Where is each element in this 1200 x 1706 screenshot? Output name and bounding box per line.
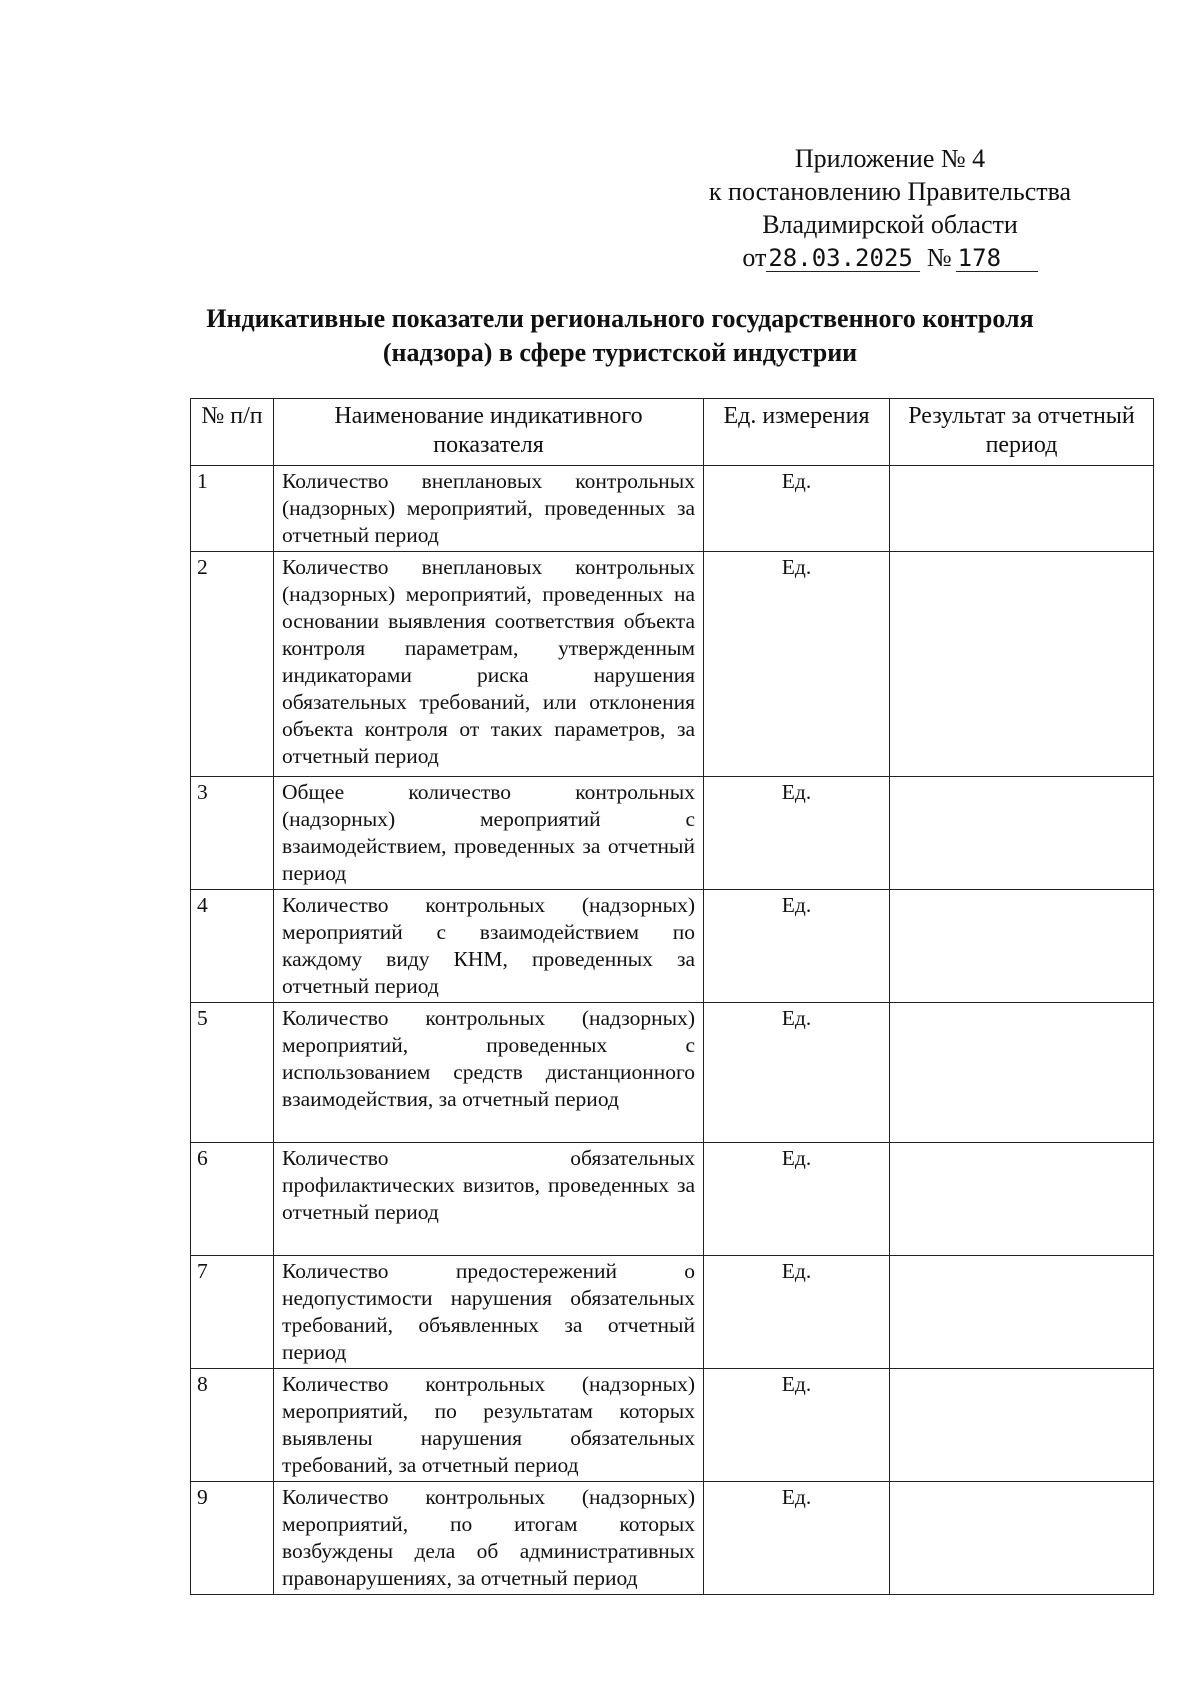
- title-line-1: Индикативные показатели регионального государственного контроля: [206, 304, 1034, 333]
- row-unit: Ед.: [704, 1143, 890, 1256]
- row-result: [890, 1482, 1154, 1595]
- row-unit: Ед.: [704, 890, 890, 1003]
- appendix-date-line: [660, 241, 1120, 274]
- row-unit: Ед.: [704, 552, 890, 777]
- row-num: 1: [191, 466, 274, 552]
- table-row: [191, 777, 1154, 890]
- resolution-date: 28.03.2025: [766, 245, 920, 272]
- row-indicator-name: Количество контрольных (надзорных) мероприятий, по результатам которых выявлены нарушения обязательных требований, за отчетный период: [274, 1369, 704, 1482]
- row-indicator-name: Количество внеплановых контрольных (надзорных) мероприятий, проведенных за отчетный период: [274, 466, 704, 552]
- row-result: [890, 552, 1154, 777]
- row-num: 7: [191, 1256, 274, 1369]
- row-indicator-name: Количество контрольных (надзорных) мероприятий, по итогам которых возбуждены дела об административных правонарушениях, за отчетный период: [274, 1482, 704, 1595]
- row-num: 3: [191, 777, 274, 890]
- row-num: 5: [191, 1003, 274, 1143]
- table-row: [191, 1003, 1154, 1143]
- row-result: [890, 1369, 1154, 1482]
- row-indicator-name: Количество контрольных (надзорных) мероприятий, проведенных с использованием средств дистанционного взаимодействия, за отчетный период: [274, 1003, 704, 1143]
- row-unit: Ед.: [704, 466, 890, 552]
- row-result: [890, 777, 1154, 890]
- date-prefix: от: [742, 243, 767, 272]
- row-indicator-name: Общее количество контрольных (надзорных) мероприятий с взаимодействием, проведенных за отчетный период: [274, 777, 704, 890]
- table-row: [191, 1369, 1154, 1482]
- number-prefix: №: [926, 243, 952, 272]
- appendix-header: [660, 142, 1120, 274]
- row-result: [890, 466, 1154, 552]
- row-unit: Ед.: [704, 1482, 890, 1595]
- row-result: [890, 1256, 1154, 1369]
- row-indicator-name: Количество предостережений о недопустимости нарушения обязательных требований, объявленных за отчетный период: [274, 1256, 704, 1369]
- title-line-2: (надзора) в сфере туристской индустрии: [382, 338, 858, 367]
- document-title: [150, 302, 1090, 370]
- row-num: 6: [191, 1143, 274, 1256]
- table-row: [191, 1143, 1154, 1256]
- row-result: [890, 1143, 1154, 1256]
- row-result: [890, 1003, 1154, 1143]
- resolution-number: 178: [956, 245, 1038, 272]
- row-num: 9: [191, 1482, 274, 1595]
- row-result: [890, 890, 1154, 1003]
- row-indicator-name: Количество контрольных (надзорных) мероприятий с взаимодействием по каждому виду КНМ, проведенных за отчетный период: [274, 890, 704, 1003]
- table-row: [191, 466, 1154, 552]
- row-num: 2: [191, 552, 274, 777]
- header-num: № п/п: [191, 399, 274, 466]
- table-row: [191, 1256, 1154, 1369]
- row-indicator-name: Количество обязательных профилактических визитов, проведенных за отчетный период: [274, 1143, 704, 1256]
- row-num: 8: [191, 1369, 274, 1482]
- row-unit: Ед.: [704, 1369, 890, 1482]
- row-unit: Ед.: [704, 1256, 890, 1369]
- table-header-row: [191, 399, 1154, 466]
- row-num: 4: [191, 890, 274, 1003]
- row-indicator-name: Количество внеплановых контрольных (надзорных) мероприятий, проведенных на основании выявления соответствия объекта контроля параметрам, утвержденным индикаторами риска нарушения обязательных требований, или отклонения объекта контроля от таких параметров, за отчетный период: [274, 552, 704, 777]
- row-unit: Ед.: [704, 1003, 890, 1143]
- header-unit: Ед. измерения: [704, 399, 890, 466]
- indicators-table: [190, 398, 1154, 1595]
- header-name: Наименование индикативного показателя: [274, 399, 704, 466]
- table-row: [191, 552, 1154, 777]
- appendix-number: Приложение № 4: [794, 144, 986, 173]
- table-row: [191, 890, 1154, 1003]
- appendix-region: Владимирской области: [762, 210, 1018, 239]
- table-row: [191, 1482, 1154, 1595]
- row-unit: Ед.: [704, 777, 890, 890]
- appendix-resolution: к постановлению Правительства: [708, 177, 1072, 206]
- header-result: Результат за отчетный период: [890, 399, 1154, 466]
